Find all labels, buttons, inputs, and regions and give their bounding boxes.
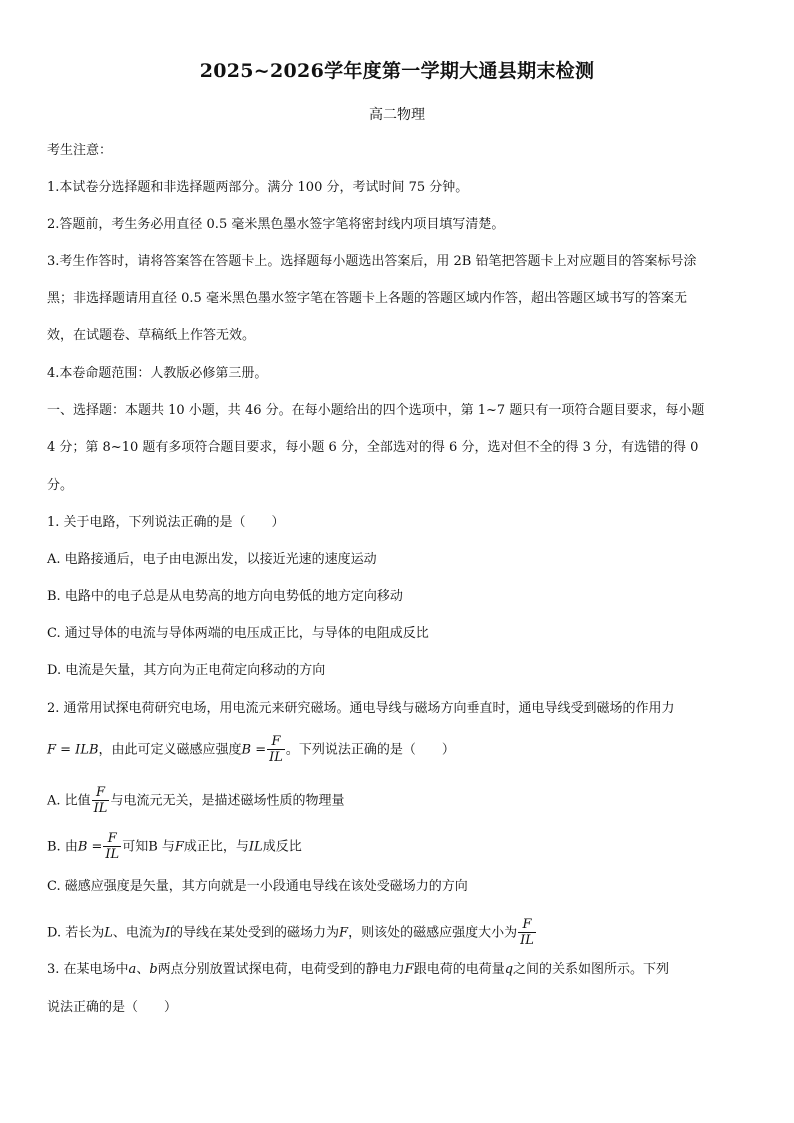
q3-sep: 、 [136,962,150,977]
section-1-line-1: 一、选择题：本题共 10 小题，共 46 分。在每小题给出的四个选项中，第 1~7 题只有一项符合题目要求，每小题 [47,403,705,418]
fraction-denominator: IL [93,801,108,816]
var-f: F [404,962,414,977]
section-1-line-2: 4 分；第 8~10 题有多项符合题目要求，每小题 6 分，全部选对的得 6 分，选对但不全的得 3 分，有选错的得 0 [47,440,699,455]
q3-text-3: 跟电荷的电荷量 [413,962,505,977]
var-f: F [339,925,349,941]
q2-b-text-1: 可知B 与 [122,839,175,855]
q2-stem-line-2 [47,735,754,765]
q2-d-text-3: ，则该处的磁感应强度大小为 [348,925,518,941]
var-q: q [504,962,514,977]
q2-b-text-3: 成反比 [262,839,302,855]
notice-item-3-line-3: 效，在试题卷、草稿纸上作答无效。 [47,328,256,343]
section-1-line-3: 分。 [47,478,74,493]
fraction-denominator: IL [269,750,283,765]
q3-text-1: 3. 在某电场中 [47,962,129,977]
var-b: b [149,962,158,977]
fraction-f-over-il [518,918,536,948]
fraction-f-over-il [267,735,285,765]
q2-a-prefix: A. 比值 [47,793,91,809]
fraction-denominator: IL [520,933,534,948]
q2-stem-mid: ，由此可定义磁感应强度 [98,742,242,758]
exam-subject: 高二物理 [369,107,425,123]
q3-text-2: 两点分别放置试探电荷，电荷受到的静电力 [157,962,405,977]
q2-option-d [47,918,754,948]
q2-b-text-2: 成正比，与 [183,839,249,855]
q2-option-c: C. 磁感应强度是矢量，其方向就是一小段通电导线在该处受磁场力的方向 [47,879,468,894]
q1-option-b: B. 电路中的电子总是从电势高的地方向电势低的地方定向移动 [47,589,403,604]
fraction-numerator: F [522,917,532,932]
q2-a-text: 与电流元无关，是描述磁场性质的物理量 [110,793,345,809]
notice-item-1: 1.本试卷分选择题和非选择题两部分。满分 100 分，考试时间 75 分钟。 [47,180,469,195]
var-il: IL [248,839,263,855]
fraction-denominator: IL [105,847,120,862]
notice-heading: 考生注意： [47,143,113,158]
fraction-f-over-il [92,786,110,816]
fraction-numerator: F [96,785,106,800]
notice-item-3-line-1: 3.考生作答时，请将答案答在答题卡上。选择题每小题选出答案后，用 2B 铅笔把答题卡上对应题目的答案标号涂 [47,254,697,269]
q2-b-prefix: B. 由 [47,839,78,855]
q3-stem-line-1 [47,960,754,980]
q3-text-4: 之间的关系如图所示。下列 [513,962,670,977]
q2-option-a [47,786,754,816]
q1-option-a: A. 电路接通后，电子由电源出发，以接近光速的速度运动 [47,552,377,567]
q2-stem-line-1: 2. 通常用试探电荷研究电场，用电流元来研究磁场。通电导线与磁场方向垂直时，通电导线受到磁场的作用力 [47,701,675,716]
notice-item-3-line-2: 黑；非选择题请用直径 0.5 毫米黑色墨水签字笔在答题卡上各题的答题区域内作答，超出答题区域书写的答案无 [47,291,687,306]
q1-option-d: D. 电流是矢量，其方向为正电荷定向移动的方向 [47,663,326,678]
q2-option-b [47,832,754,862]
notice-item-4: 4.本卷命题范围：人教版必修第三册。 [47,366,268,381]
q1-option-c: C. 通过导体的电流与导体两端的电压成正比，与导体的电阻成反比 [47,626,429,641]
q2-d-text-1: 、电流为 [112,925,165,941]
fraction-numerator: F [107,831,117,846]
q3-stem-line-2: 说法正确的是（ ） [47,1000,178,1015]
var-i: I [164,925,171,941]
q2-stem-end: 。下列说法正确的是（ ） [285,742,455,758]
fraction-f-over-il [103,832,121,862]
notice-item-2: 2.答题前，考生务必用直径 0.5 毫米黑色墨水签字笔将密封线内项目填写清楚。 [47,217,505,232]
q2-d-text-2: 的导线在某处受到的磁场力为 [170,925,340,941]
formula-b-lhs: B = [77,839,103,855]
var-a: a [128,962,137,977]
q1-stem: 1. 关于电路，下列说法正确的是（ ） [47,515,285,530]
formula-force: F = ILB [47,742,99,758]
formula-b-lhs: B = [241,742,267,758]
fraction-numerator: F [271,734,281,749]
var-f: F [174,839,184,855]
q2-d-prefix: D. 若长为 [47,925,105,941]
exam-title: 2025~2026学年度第一学期大通县期末检测 [199,60,595,82]
var-l: L [104,925,113,941]
